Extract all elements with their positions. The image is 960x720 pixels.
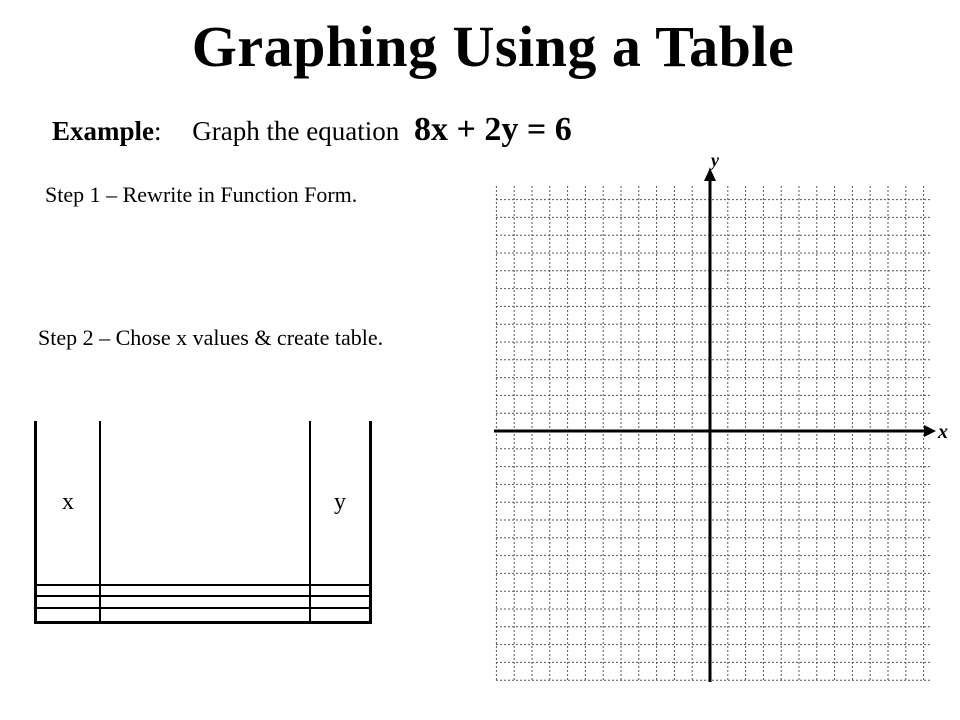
example-colon: : [154,116,162,146]
example-text: Graph the equation [192,116,400,146]
slide-title: Graphing Using a Table [191,14,795,79]
step-2-text: Step 2 – Chose x values & create table. [38,325,384,350]
example-label: Example [52,116,155,146]
axes [494,168,936,682]
x-axis-arrow-icon [924,425,936,437]
x-axis-label: x [938,421,948,443]
y-axis-label: y [711,150,719,170]
step-1-text: Step 1 – Rewrite in Function Form. [45,182,358,207]
table-header-y: y [310,421,371,585]
equation: 8x + 2y = 6 [413,111,572,148]
grid-lines [496,186,930,680]
table-header-x: x [36,421,101,585]
